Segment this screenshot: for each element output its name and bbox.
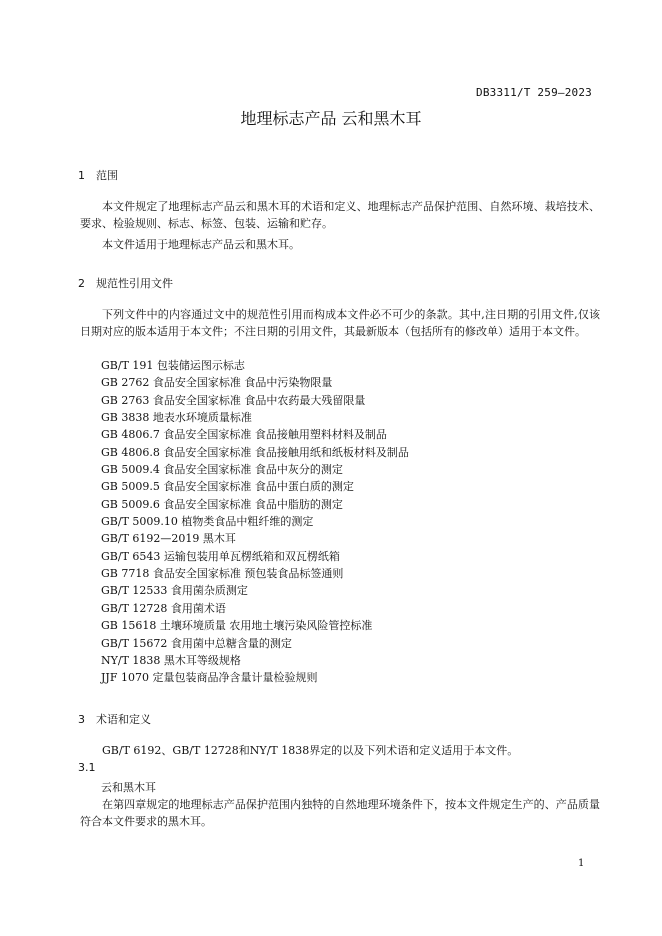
- document-code: DB3311/T 259—2023: [476, 86, 592, 99]
- reference-list: [101, 357, 409, 687]
- reference-item: GB 15618 土壤环境质量 农用地土壤污染风险管控标准: [101, 619, 373, 633]
- section-title: 范围: [96, 169, 118, 182]
- reference-item: GB/T 15672 食用菌中总糖含量的测定: [101, 636, 292, 650]
- section-number: 3: [78, 713, 85, 726]
- reference-item: GB 5009.6 食品安全国家标准 食品中脂肪的测定: [101, 497, 343, 511]
- term-number: 3.1: [78, 761, 96, 774]
- section-heading-references: [78, 275, 173, 291]
- document-title: 地理标志产品 云和黑木耳: [240, 109, 422, 128]
- reference-item: GB/T 6192—2019 黑木耳: [101, 532, 236, 546]
- reference-item: GB 2763 食品安全国家标准 食品中农药最大残留限量: [101, 393, 366, 407]
- reference-item: GB/T 191 包装储运图示标志: [101, 359, 245, 372]
- term-definition: 在第四章规定的地理标志产品保护范围内独特的自然地理环境条件下，按本文件规定生产的、产品质量符合本文件要求的黑木耳。: [80, 798, 600, 828]
- reference-item: GB/T 5009.10 植物类食品中粗纤维的测定: [101, 515, 314, 529]
- reference-item: GB 2762 食品安全国家标准 食品中污染物限量: [101, 376, 333, 390]
- reference-item: GB 3838 地表水环境质量标准: [101, 411, 252, 425]
- reference-item: GB/T 12728 食用菌术语: [101, 601, 226, 615]
- term-name: 云和黑木耳: [101, 781, 156, 794]
- scope-paragraph: 本文件规定了地理标志产品云和黑木耳的术语和定义、地理标志产品保护范围、自然环境、栽培技术、要求、检验规则、标志、标签、包装、运输和贮存。: [80, 200, 600, 230]
- terms-intro-paragraph: GB/T 6192、GB/T 12728和NY/T 1838界定的以及下列术语和定义适用于本文件。: [102, 744, 519, 757]
- reference-item: GB 4806.8 食品安全国家标准 食品接触用纸和纸板材料及制品: [101, 445, 409, 459]
- section-title: 规范性引用文件: [96, 277, 173, 290]
- section-heading-scope: [78, 167, 118, 183]
- section-title: 术语和定义: [96, 713, 151, 726]
- section-heading-terms: [78, 711, 151, 727]
- reference-item: GB/T 6543 运输包装用单瓦楞纸箱和双瓦楞纸箱: [101, 549, 340, 563]
- reference-item: GB 5009.5 食品安全国家标准 食品中蛋白质的测定: [101, 480, 354, 494]
- reference-item: NY/T 1838 黑木耳等级规格: [101, 653, 241, 667]
- references-intro-paragraph: 下列文件中的内容通过文中的规范性引用而构成本文件必不可少的条款。其中,注日期的引用文件,仅该日期对应的版本适用于本文件；不注日期的引用文件，其最新版本（包括所有的修改单）适用于本文件。: [80, 308, 600, 338]
- reference-item: GB/T 12533 食用菌杂质测定: [101, 584, 248, 598]
- reference-item: GB 4806.7 食品安全国家标准 食品接触用塑料材料及制品: [101, 428, 387, 442]
- reference-item: GB 7718 食品安全国家标准 预包装食品标签通则: [101, 567, 344, 581]
- applicability-paragraph: 本文件适用于地理标志产品云和黑木耳。: [102, 238, 300, 251]
- page-number: 1: [578, 858, 585, 869]
- section-number: 1: [78, 169, 85, 182]
- section-number: 2: [78, 277, 85, 290]
- reference-item: GB 5009.4 食品安全国家标准 食品中灰分的测定: [101, 463, 343, 477]
- reference-item: JJF 1070 定量包装商品净含量计量检验规则: [101, 671, 318, 685]
